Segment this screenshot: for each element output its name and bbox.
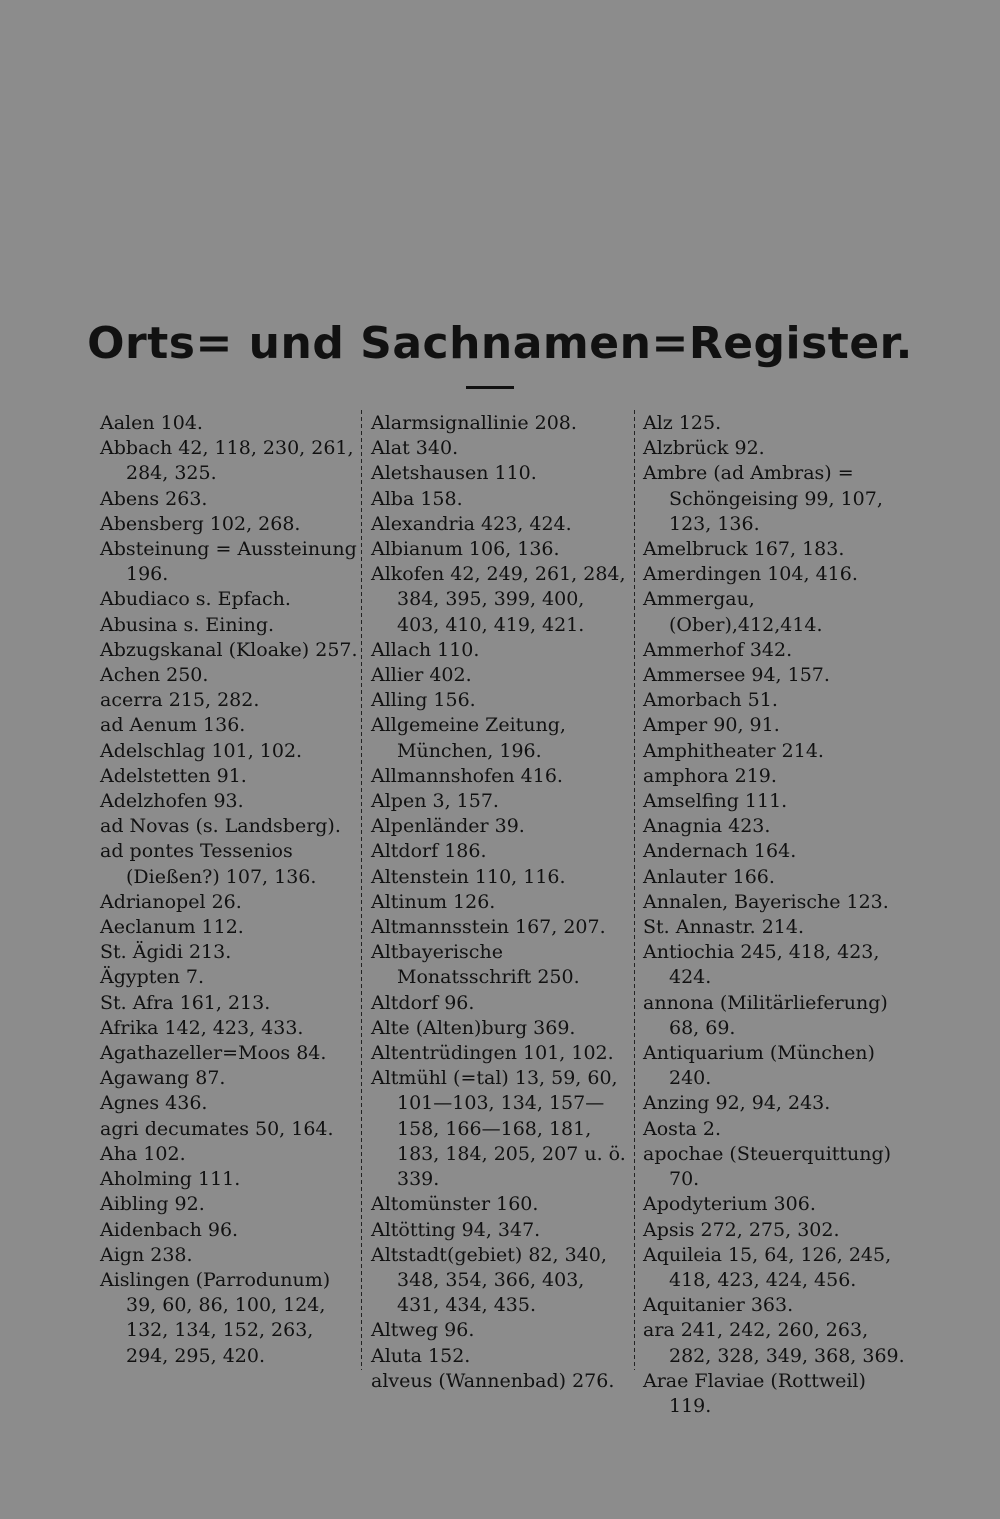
index-entry: Annalen, Bayerische 123. [643, 890, 889, 913]
index-entry: Altmühl (=tal) 13, 59, 60, 101—103, 134, 157—158, 166—168, 181, 183, 184, 205, 207 u. ö. 339. [371, 1067, 626, 1191]
index-entry: agri decumates 50, 164. [100, 1117, 334, 1140]
index-entry: Ambre (ad Ambras) = Schöngeising 99, 107, 123, 136. [643, 462, 883, 535]
index-entry: apochae (Steuerquittung) 70. [643, 1142, 892, 1191]
index-entry: Ammergau,(Ober),412,414. [643, 588, 823, 636]
index-entry: alveus (Wannenbad) 276. [371, 1369, 615, 1392]
index-entry: Ammerhof 342. [643, 638, 793, 661]
index-entry: Aeclanum 112. [100, 916, 244, 939]
index-entry: St. Annastr. 214. [643, 916, 805, 939]
index-entry: annona (Militärlieferung) 68, 69. [643, 991, 888, 1039]
index-entry: Amorbach 51. [643, 689, 778, 712]
index-entry: Alat 340. [371, 437, 459, 460]
index-entry: ad Novas (s. Landsberg). [100, 815, 341, 838]
index-entry: Amphitheater 214. [643, 739, 824, 762]
index-entry: Adrianopel 26. [100, 890, 242, 913]
index-entry: Altweg 96. [371, 1319, 475, 1342]
index-entry: ad pontes Tessenios (Dießen?) 107, 136. [100, 840, 317, 888]
index-entry: Aosta 2. [643, 1117, 722, 1140]
index-entry: Abusina s. Eining. [100, 613, 275, 636]
index-entry: Alba 158. [371, 487, 463, 510]
index-entry: Ammersee 94, 157. [643, 664, 830, 687]
index-entry: Alling 156. [371, 689, 476, 712]
index-entry: Aidenbach 96. [100, 1218, 239, 1241]
index-entry: Altenstein 110, 116. [371, 865, 566, 888]
index-entry: Adelzhofen 93. [100, 790, 244, 813]
index-entry: Allmannshofen 416. [371, 764, 563, 787]
title-rule [466, 386, 514, 389]
index-entry: Altötting 94, 347. [371, 1218, 541, 1241]
index-entry: Alz 125. [643, 412, 722, 434]
index-entry: St. Afra 161, 213. [100, 991, 271, 1014]
index-entry: Antiochia 245, 418, 423, 424. [643, 941, 880, 989]
index-entry: Allgemeine Zeitung, München, 196. [371, 714, 566, 762]
index-entry: ad Aenum 136. [100, 714, 246, 737]
index-entry: Abensberg 102, 268. [100, 512, 301, 535]
column-separator [361, 410, 362, 1370]
index-entry: Allach 110. [371, 638, 480, 661]
index-entry: Altdorf 186. [371, 840, 487, 863]
index-entry: Andernach 164. [643, 840, 797, 863]
index-entry: Amselfing 111. [643, 790, 788, 813]
index-entry: Alte (Alten)burg 369. [371, 1016, 576, 1039]
index-entry: Aquitanier 363. [643, 1294, 794, 1317]
index-entry: Agawang 87. [100, 1067, 226, 1090]
index-entry: Amerdingen 104, 416. [643, 563, 858, 586]
index-column-2 [371, 411, 629, 1394]
index-entry: Alzbrück 92. [643, 437, 765, 460]
index-entry: Adelstetten 91. [100, 764, 247, 787]
index-entry: Allier 402. [371, 664, 472, 687]
index-entry: Altmannsstein 167, 207. [371, 916, 606, 939]
index-entry: Alpen 3, 157. [371, 790, 499, 813]
index-entry: Apsis 272, 275, 302. [643, 1218, 840, 1241]
index-entry: amphora 219. [643, 764, 777, 787]
index-entry: Altstadt(gebiet) 82, 340, 348, 354, 366, 403, 431, 434, 435. [371, 1243, 607, 1317]
column-separator [634, 410, 635, 1370]
index-entry: Amelbruck 167, 183. [643, 538, 845, 561]
index-entry: Aha 102. [100, 1142, 186, 1165]
index-entry: St. Ägidi 213. [100, 941, 232, 964]
index-column-3 [643, 411, 905, 1419]
index-entry: Anzing 92, 94, 243. [643, 1092, 831, 1115]
index-entry: Albianum 106, 136. [371, 538, 560, 561]
index-entry: Absteinung = Aussteinung 196. [100, 538, 357, 586]
index-entry: Abbach 42, 118, 230, 261, 284, 325. [100, 437, 354, 485]
index-entry: Anlauter 166. [643, 865, 775, 888]
index-entry: Abzugskanal (Kloake) 257. [100, 638, 358, 661]
index-entry: Agnes 436. [100, 1092, 208, 1115]
index-entry: Aquileia 15, 64, 126, 245, 418, 423, 424, 456. [643, 1243, 892, 1291]
index-entry: Achen 250. [100, 664, 209, 687]
index-entry: Aibling 92. [100, 1193, 205, 1216]
index-column-1 [100, 411, 358, 1369]
index-entry: Arae Flaviae (Rottweil) 119. [643, 1369, 866, 1417]
index-entry: Altentrüdingen 101, 102. [371, 1042, 614, 1065]
index-entry: Alexandria 423, 424. [371, 512, 572, 535]
index-entry: Afrika 142, 423, 433. [100, 1016, 304, 1039]
index-entry: Anagnia 423. [643, 815, 771, 838]
index-entry: Alarmsignallinie 208. [371, 412, 577, 434]
index-entry: Apodyterium 306. [643, 1193, 816, 1216]
index-entry: Altinum 126. [371, 890, 496, 913]
index-entry: Alpenländer 39. [371, 815, 525, 838]
index-entry: Aislingen (Parrodunum) 39, 60, 86, 100, 124, 132, 134, 152, 263, 294, 295, 420. [100, 1268, 331, 1367]
index-entry: Ägypten 7. [100, 966, 205, 989]
index-entry: acerra 215, 282. [100, 689, 260, 712]
index-entry: Agathazeller=Moos 84. [100, 1042, 327, 1065]
page-title: Orts= und Sachnamen=Register. [87, 318, 913, 369]
index-entry: Altdorf 96. [371, 991, 475, 1014]
index-entry: Altbayerische Monatsschrift 250. [371, 941, 580, 989]
index-entry: Aluta 152. [371, 1344, 471, 1367]
index-entry: Aalen 104. [100, 412, 203, 434]
index-entry: Amper 90, 91. [643, 714, 780, 737]
index-entry: Altomünster 160. [371, 1193, 539, 1216]
index-entry: Aign 238. [100, 1243, 193, 1266]
index-entry: Abudiaco s. Epfach. [100, 588, 291, 611]
index-entry: Antiquarium (München) 240. [643, 1042, 875, 1090]
index-entry: Alkofen 42, 249, 261, 284, 384, 395, 399, 400, 403, 410, 419, 421. [371, 563, 626, 636]
index-entry: Aletshausen 110. [371, 462, 537, 485]
index-entry: Adelschlag 101, 102. [100, 739, 303, 762]
index-entry: Aholming 111. [100, 1168, 241, 1191]
index-entry: Abens 263. [100, 487, 208, 510]
index-entry: ara 241, 242, 260, 263, 282, 328, 349, 368, 369. [643, 1319, 905, 1367]
